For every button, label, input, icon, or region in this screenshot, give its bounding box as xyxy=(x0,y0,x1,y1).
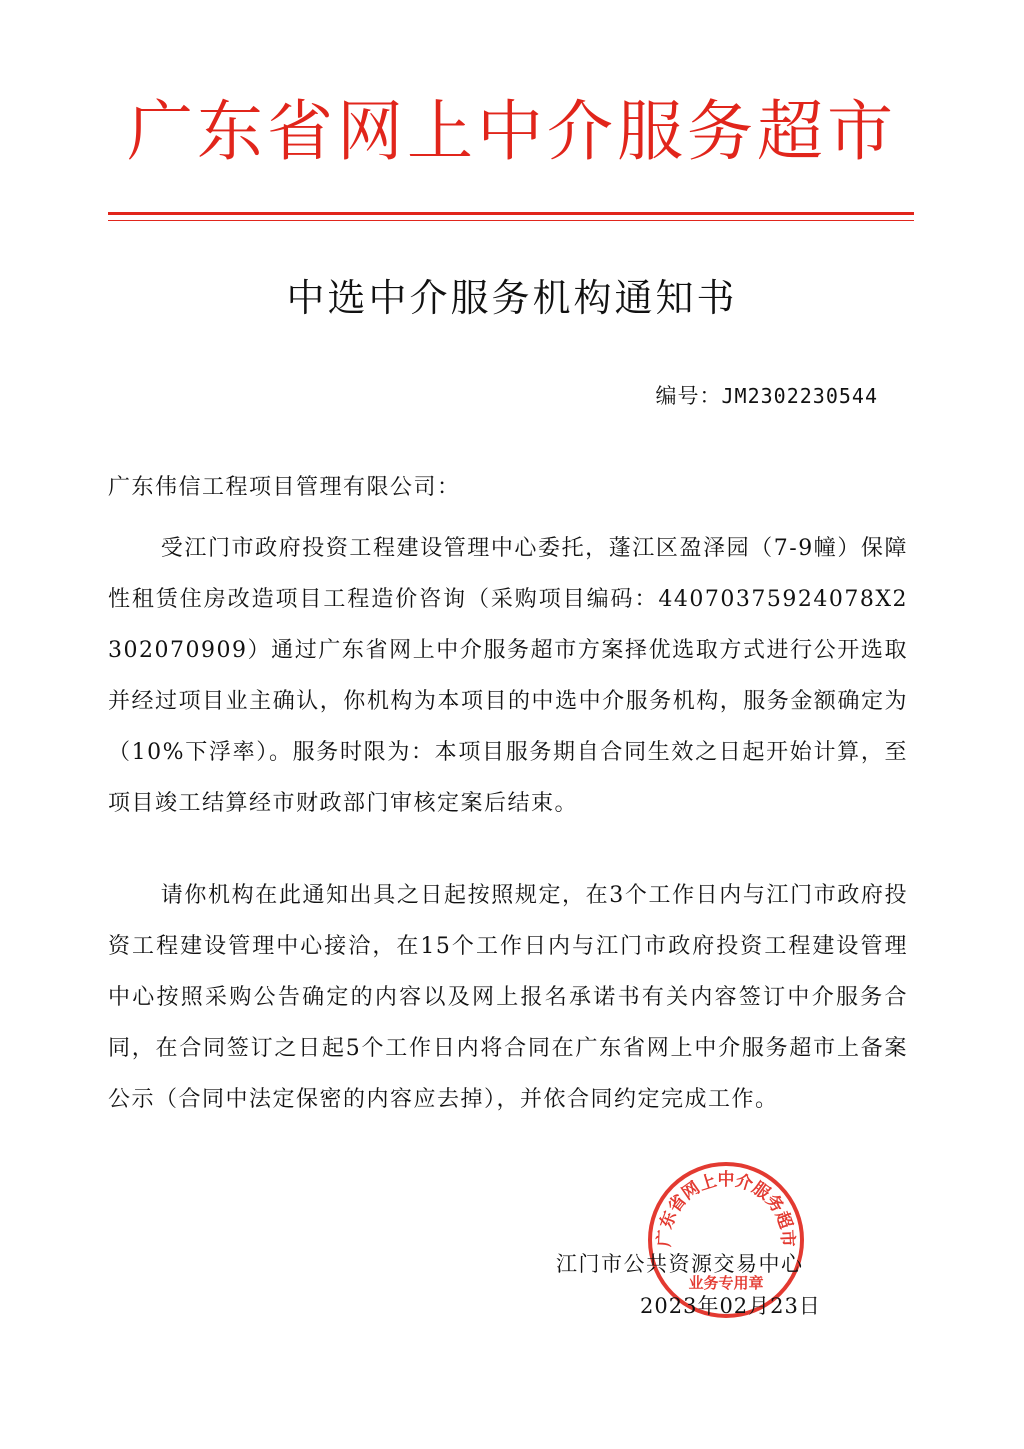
header-title: 广东省网上中介服务超市 xyxy=(127,93,897,170)
body-paragraph-2: 请你机构在此通知出具之日起按照规定，在3个工作日内与江门市政府投资工程建设管理中心接洽，在15个工作日内与江门市政府投资工程建设管理中心按照采购公告确定的内容以及网上报名承诺书有关内容签订中介服务合同，在合同签订之日起5个工作日内将合同在广东省网上中介服务超市上备案公示（合同中法定保密的内容应去掉），并依合同约定完成工作。 xyxy=(108,883,908,1112)
issue-date: 2023年02月23日 xyxy=(640,1294,821,1318)
document-number xyxy=(656,380,879,412)
header-rule-thin xyxy=(108,220,914,221)
document-number-label: 编号： xyxy=(655,384,722,408)
header-rule-thick xyxy=(108,212,914,215)
issuer: 江门市公共资源交易中心 xyxy=(556,1252,804,1276)
body-paragraph-1: 受江门市政府投资工程建设管理中心委托，蓬江区盈泽园（7-9幢）保障性租赁住房改造项目工程造价咨询（采购项目编码：44070375924078X2302070909）通过广东省网上中介服务超市方案择优选取方式进行公开选取并经过项目业主确认，你机构为本项目的中选中介服务机构，服务金额确定为（10%下浮率）。服务时限为：本项目服务期自合同生效之日起开始计算，至项目竣工结算经市财政部门审核定案后结束。 xyxy=(108,536,908,816)
recipient: 广东伟信工程项目管理有限公司： xyxy=(108,475,461,500)
seal-center-text: 业务专用章 xyxy=(688,1274,764,1292)
seal-ring-text: 广东省网上中介服务超市 xyxy=(654,1170,798,1248)
document-title: 中选中介服务机构通知书 xyxy=(286,276,738,320)
document-number-value: JM2302230544 xyxy=(721,384,878,408)
